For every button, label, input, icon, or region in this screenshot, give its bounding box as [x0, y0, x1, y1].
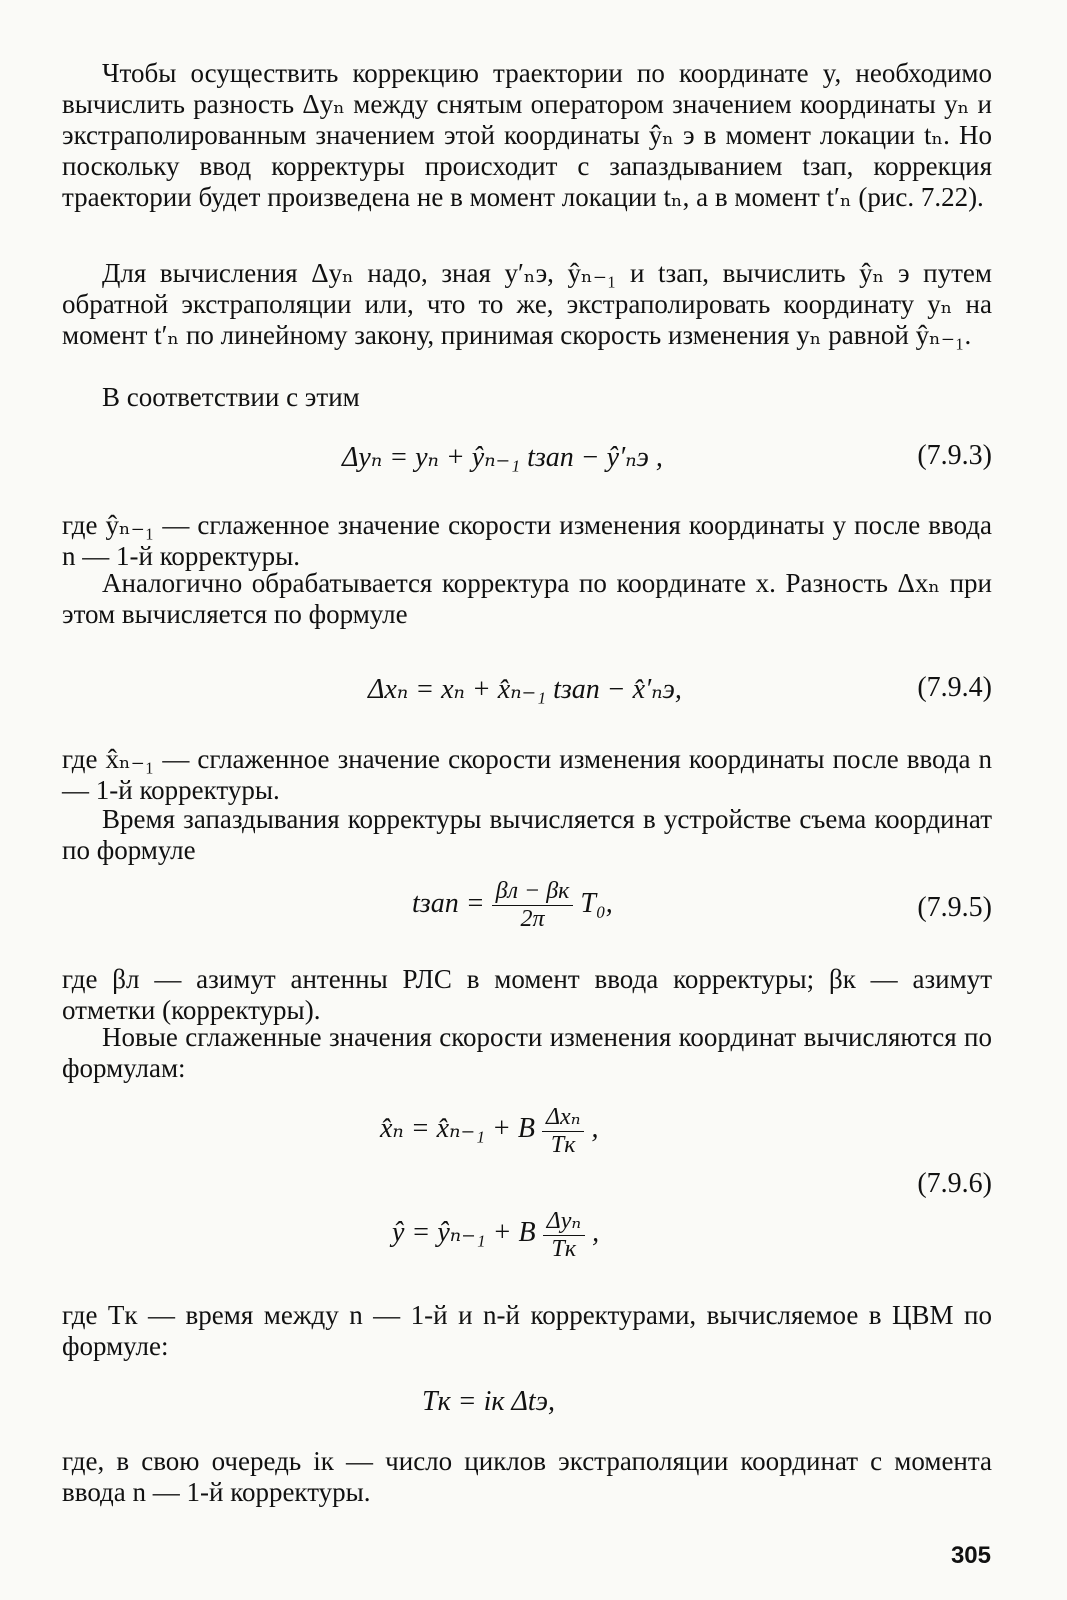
paragraph-5-block: [62, 568, 992, 630]
paragraph-7-block: [62, 804, 992, 866]
formula-7-9-5: [62, 878, 992, 938]
equation-number: (7.9.6): [917, 1168, 992, 1199]
formula-expression: [412, 878, 613, 933]
fraction-numerator: Δyₙ: [543, 1206, 585, 1236]
fraction-denominator: Tк: [551, 1236, 577, 1262]
paragraph: Время запаздывания корректуры вычисляется в устройстве съема координат по формуле: [62, 804, 992, 865]
fraction: [543, 1206, 585, 1263]
formula-expression: Tк = iк Δtэ,: [422, 1386, 555, 1417]
paragraph-9-block: [62, 1022, 992, 1084]
equation-number: (7.9.3): [917, 440, 992, 471]
paragraph: Новые сглаженные значения скорости изменения координат вычисляются по формулам:: [62, 1022, 992, 1083]
formula-7-9-3: [62, 440, 992, 486]
fraction: [492, 878, 574, 933]
paragraph: где, в свою очередь iк — число циклов экстраполяции координат с момента ввода n — 1-й корректуры.: [62, 1446, 992, 1507]
formula-lhs: tзап =: [412, 887, 485, 919]
formula-expression-y: ŷ = ŷₙ₋₁ + B $\frac{\text{Δyₙ}}{Tк}$ ,: [392, 1208, 600, 1262]
paragraph-10-block: [62, 1300, 992, 1362]
formula-lhs: x̂ₙ = x̂ₙ₋₁ + B: [380, 1112, 535, 1144]
formula-expression: Δxₙ = xₙ + x̂ₙ₋₁ tзап − x̂′ₙэ,: [368, 674, 682, 705]
paragraph-8-block: [62, 964, 992, 1026]
fraction-numerator: Δxₙ: [542, 1102, 584, 1132]
equation-number: (7.9.4): [917, 672, 992, 703]
paragraph-3-block: [62, 382, 992, 413]
paragraph: Чтобы осуществить коррекцию траектории по координате y, необходимо вычислить разность Δyₙ между снятым оператором значением координаты yₙ и экстраполированным значением этой координаты ŷₙ э в момент локации tₙ. Но поскольку ввод корректуры происходит с запаздыванием tзап, коррекция траектории будет произведена не в момент локации tₙ, а в момент t′ₙ (рис. 7.22).: [62, 58, 992, 212]
formula-7-9-4: [62, 672, 992, 718]
formula-lhs: ŷ = ŷₙ₋₁ + B: [392, 1216, 536, 1248]
paragraph-11-block: [62, 1446, 992, 1508]
formula-expression-x: x̂ₙ = x̂ₙ₋₁ + B $\frac{\text{Δxₙ}}{Tк}$ ,: [380, 1104, 599, 1158]
fraction-denominator: 2π: [520, 906, 545, 932]
paragraph-2-block: [62, 258, 992, 351]
paragraph-6-block: [62, 744, 992, 806]
formula-7-9-6: [62, 1102, 992, 1272]
equation-number: (7.9.5): [917, 892, 992, 923]
formula-expression: Δyₙ = yₙ + ŷₙ₋₁ tзап − ŷ′ₙэ ,: [342, 442, 663, 473]
paragraph: В соответствии с этим: [102, 382, 360, 412]
fraction: [542, 1102, 584, 1159]
paragraph-4-block: [62, 510, 992, 572]
paragraph: где βл — азимут антенны РЛС в момент ввода корректуры; βк — азимут отметки (корректуры).: [62, 964, 992, 1025]
paragraph: где ŷₙ₋₁ — сглаженное значение скорости изменения координаты y после ввода n — 1-й корректуры.: [62, 510, 992, 571]
paragraph: Для вычисления Δyₙ надо, зная y′ₙэ, ŷₙ₋₁ и tзап, вычислить ŷₙ э путем обратной экстраполяции или, что то же, экстраполировать координату yₙ на момент t′ₙ по линейному закону, принимая скорость изменения yₙ равной ŷₙ₋₁.: [62, 258, 992, 350]
fraction-denominator: Tк: [550, 1132, 576, 1158]
paragraph: Аналогично обрабатывается корректура по координате x. Разность Δxₙ при этом вычисляется по формуле: [62, 568, 992, 629]
formula-rhs: T₀,: [580, 887, 613, 919]
formula-tk: [62, 1386, 992, 1432]
paragraph: где Tк — время между n — 1-й и n-й корректурами, вычисляемое в ЦВМ по формуле:: [62, 1300, 992, 1361]
paragraph-1-block: [62, 58, 992, 213]
paragraph: где x̂ₙ₋₁ — сглаженное значение скорости изменения координаты после ввода n — 1-й корректуры.: [62, 744, 992, 805]
page-number: 305: [950, 1542, 991, 1569]
fraction-numerator: βл − βк: [492, 878, 574, 906]
